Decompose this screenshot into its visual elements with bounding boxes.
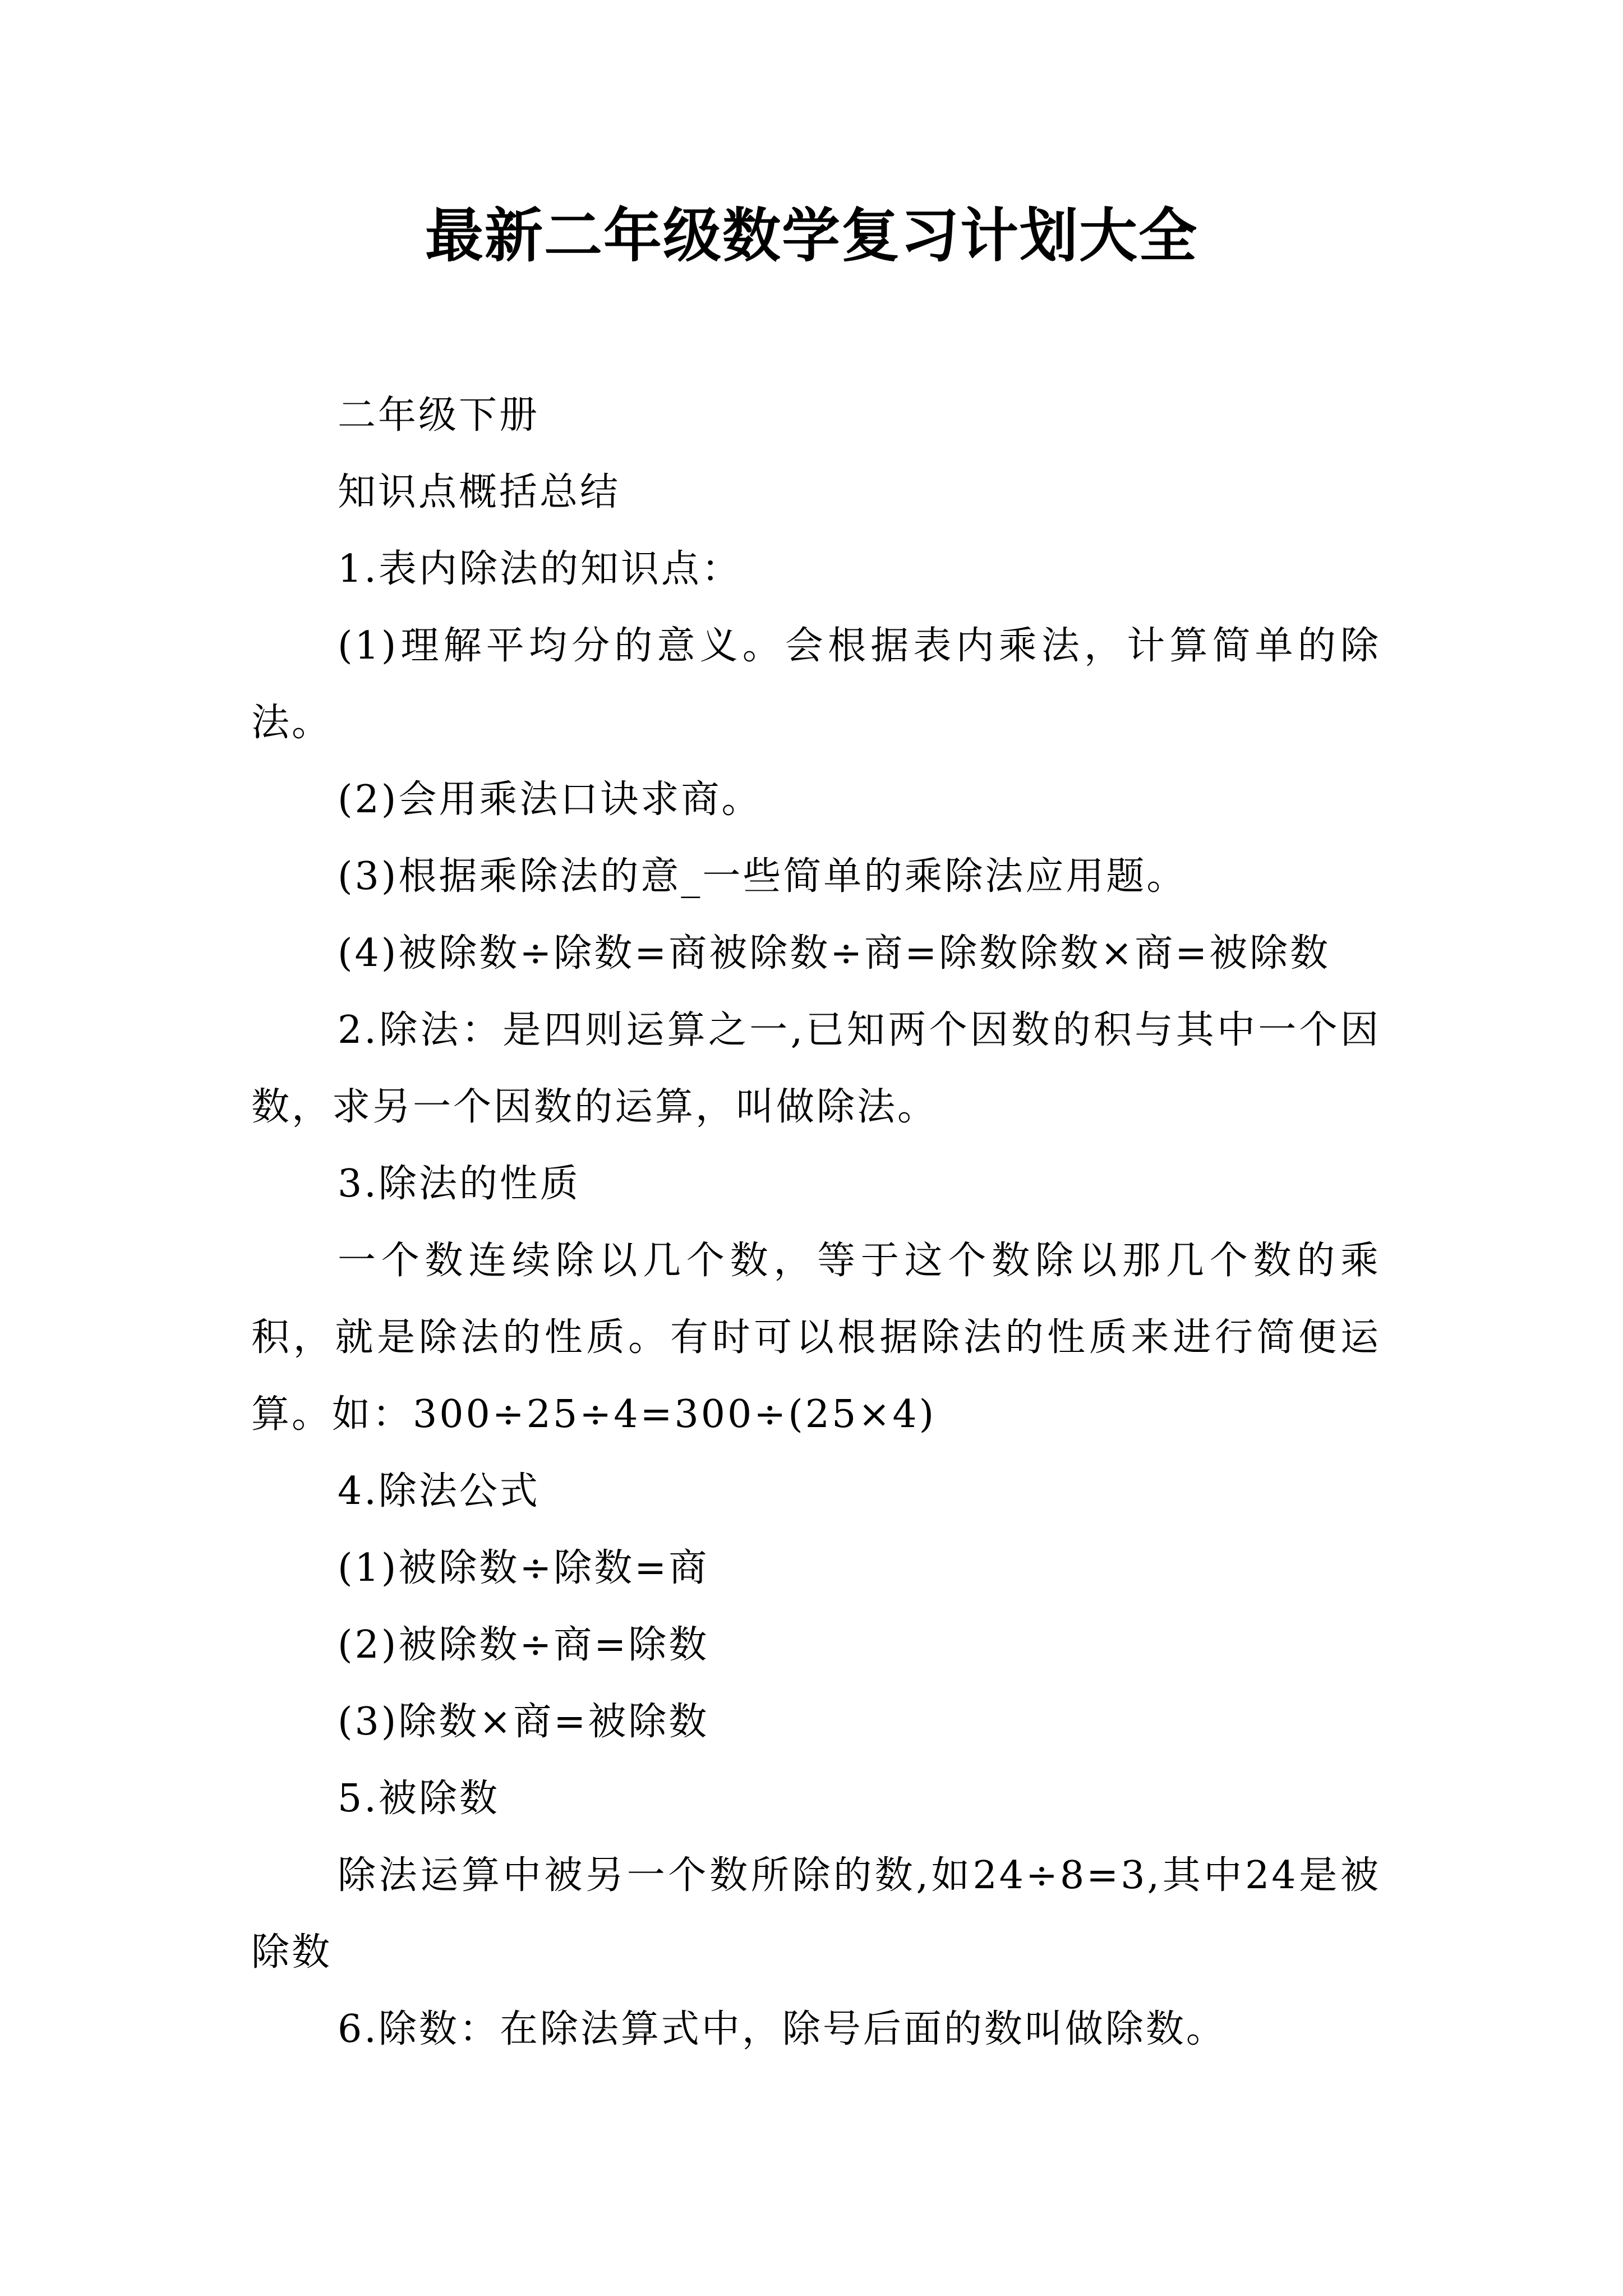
- document-title: 最新二年级数学复习计划大全: [425, 201, 1198, 270]
- paragraph: (2)被除数÷商=除数: [338, 1623, 709, 1667]
- paragraph: 3.除法的性质: [338, 1162, 580, 1206]
- paragraph: (4)被除数÷除数=商被除数÷商=除数除数×商=被除数: [338, 931, 1331, 976]
- paragraph: 除法运算中被另一个数所除的数,如24÷8=3,其中24是被除数: [251, 1853, 1381, 1975]
- paragraph: 一个数连续除以几个数，等于这个数除以那几个数的乘积，就是除法的性质。有时可以根据除法的性质来进行简便运算。如：300÷25÷4=300÷(25×4): [251, 1239, 1381, 1437]
- paragraph: 4.除法公式: [338, 1469, 540, 1513]
- paragraph: (3)除数×商=被除数: [338, 1700, 709, 1744]
- paragraph: 6.除数：在除法算式中，除号后面的数叫做除数。: [338, 2007, 1227, 2051]
- paragraph: 1.表内除法的知识点：: [338, 547, 742, 591]
- paragraph: (2)会用乘法口诀求商。: [338, 777, 762, 822]
- paragraph: 二年级下册: [338, 393, 540, 438]
- paragraph: 5.被除数: [338, 1777, 500, 1821]
- document-body: [251, 377, 1381, 2068]
- paragraph: (1)理解平均分的意义。会根据表内乘法，计算简单的除法。: [251, 624, 1381, 745]
- paragraph: 知识点概括总结: [338, 470, 621, 514]
- paragraph: (3)根据乘除法的意_一些简单的乘除法应用题。: [338, 854, 1187, 899]
- paragraph: (1)被除数÷除数=商: [338, 1546, 709, 1590]
- paragraph: 2.除法：是四则运算之一,已知两个因数的积与其中一个因数，求另一个因数的运算，叫做除法。: [251, 1008, 1381, 1129]
